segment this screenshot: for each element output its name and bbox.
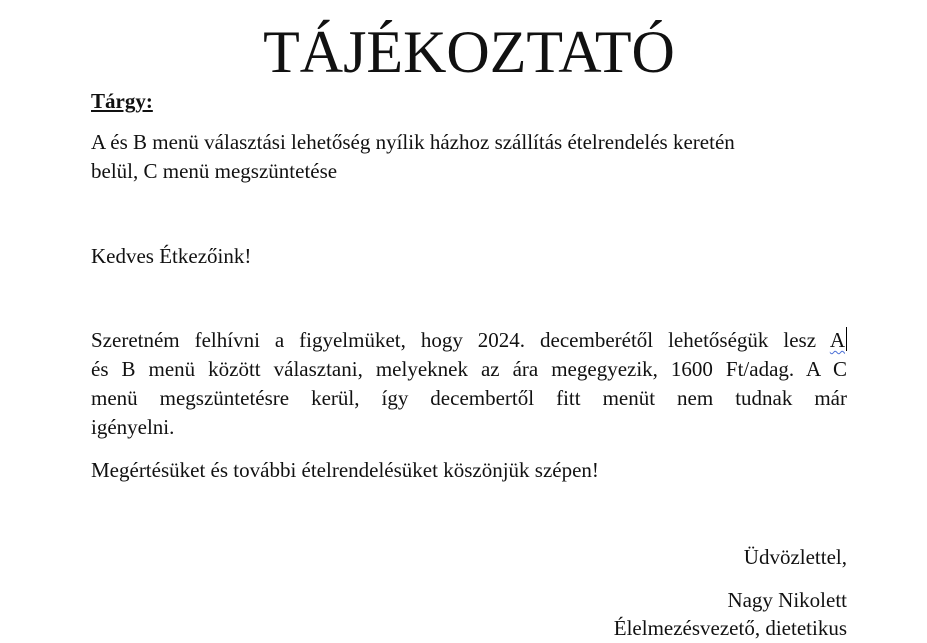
document-title: TÁJÉKOZTATÓ xyxy=(263,19,675,85)
signer-name: Nagy Nikolett xyxy=(727,588,847,612)
body-line-3: menü megszüntetésre kerül, így decembertől fitt menüt nem tudnak már xyxy=(91,386,847,410)
body-line-1-text: Szeretném felhívni a figyelmüket, hogy 2024. decemberétől lehetőségük lesz xyxy=(91,328,817,352)
body-line-1 xyxy=(91,326,847,355)
regards: Üdvözlettel, xyxy=(743,545,847,569)
closing-sentence: Megértésüket és további ételrendelésüket köszönjük szépen! xyxy=(91,458,599,482)
greeting: Kedves Étkezőink! xyxy=(91,244,252,268)
spellcheck-marked-word[interactable]: A xyxy=(829,328,845,352)
text-cursor xyxy=(846,327,847,351)
body-line-2: és B menü között választani, melyeknek az ára megegyezik, 1600 Ft/adag. A C xyxy=(91,357,847,381)
subject-text-line-2: belül, C menü megszüntetése xyxy=(91,159,338,183)
subject-text xyxy=(91,128,847,186)
subject-text-line-1: A és B menü választási lehetőség nyílik házhoz szállítás ételrendelés keretén xyxy=(91,130,735,154)
body-paragraph xyxy=(91,326,847,442)
subject-label: Tárgy: xyxy=(91,89,153,113)
body-line-4: igényelni. xyxy=(91,415,175,439)
signer-role: Élelmezésvezető, dietetikus xyxy=(613,616,847,640)
